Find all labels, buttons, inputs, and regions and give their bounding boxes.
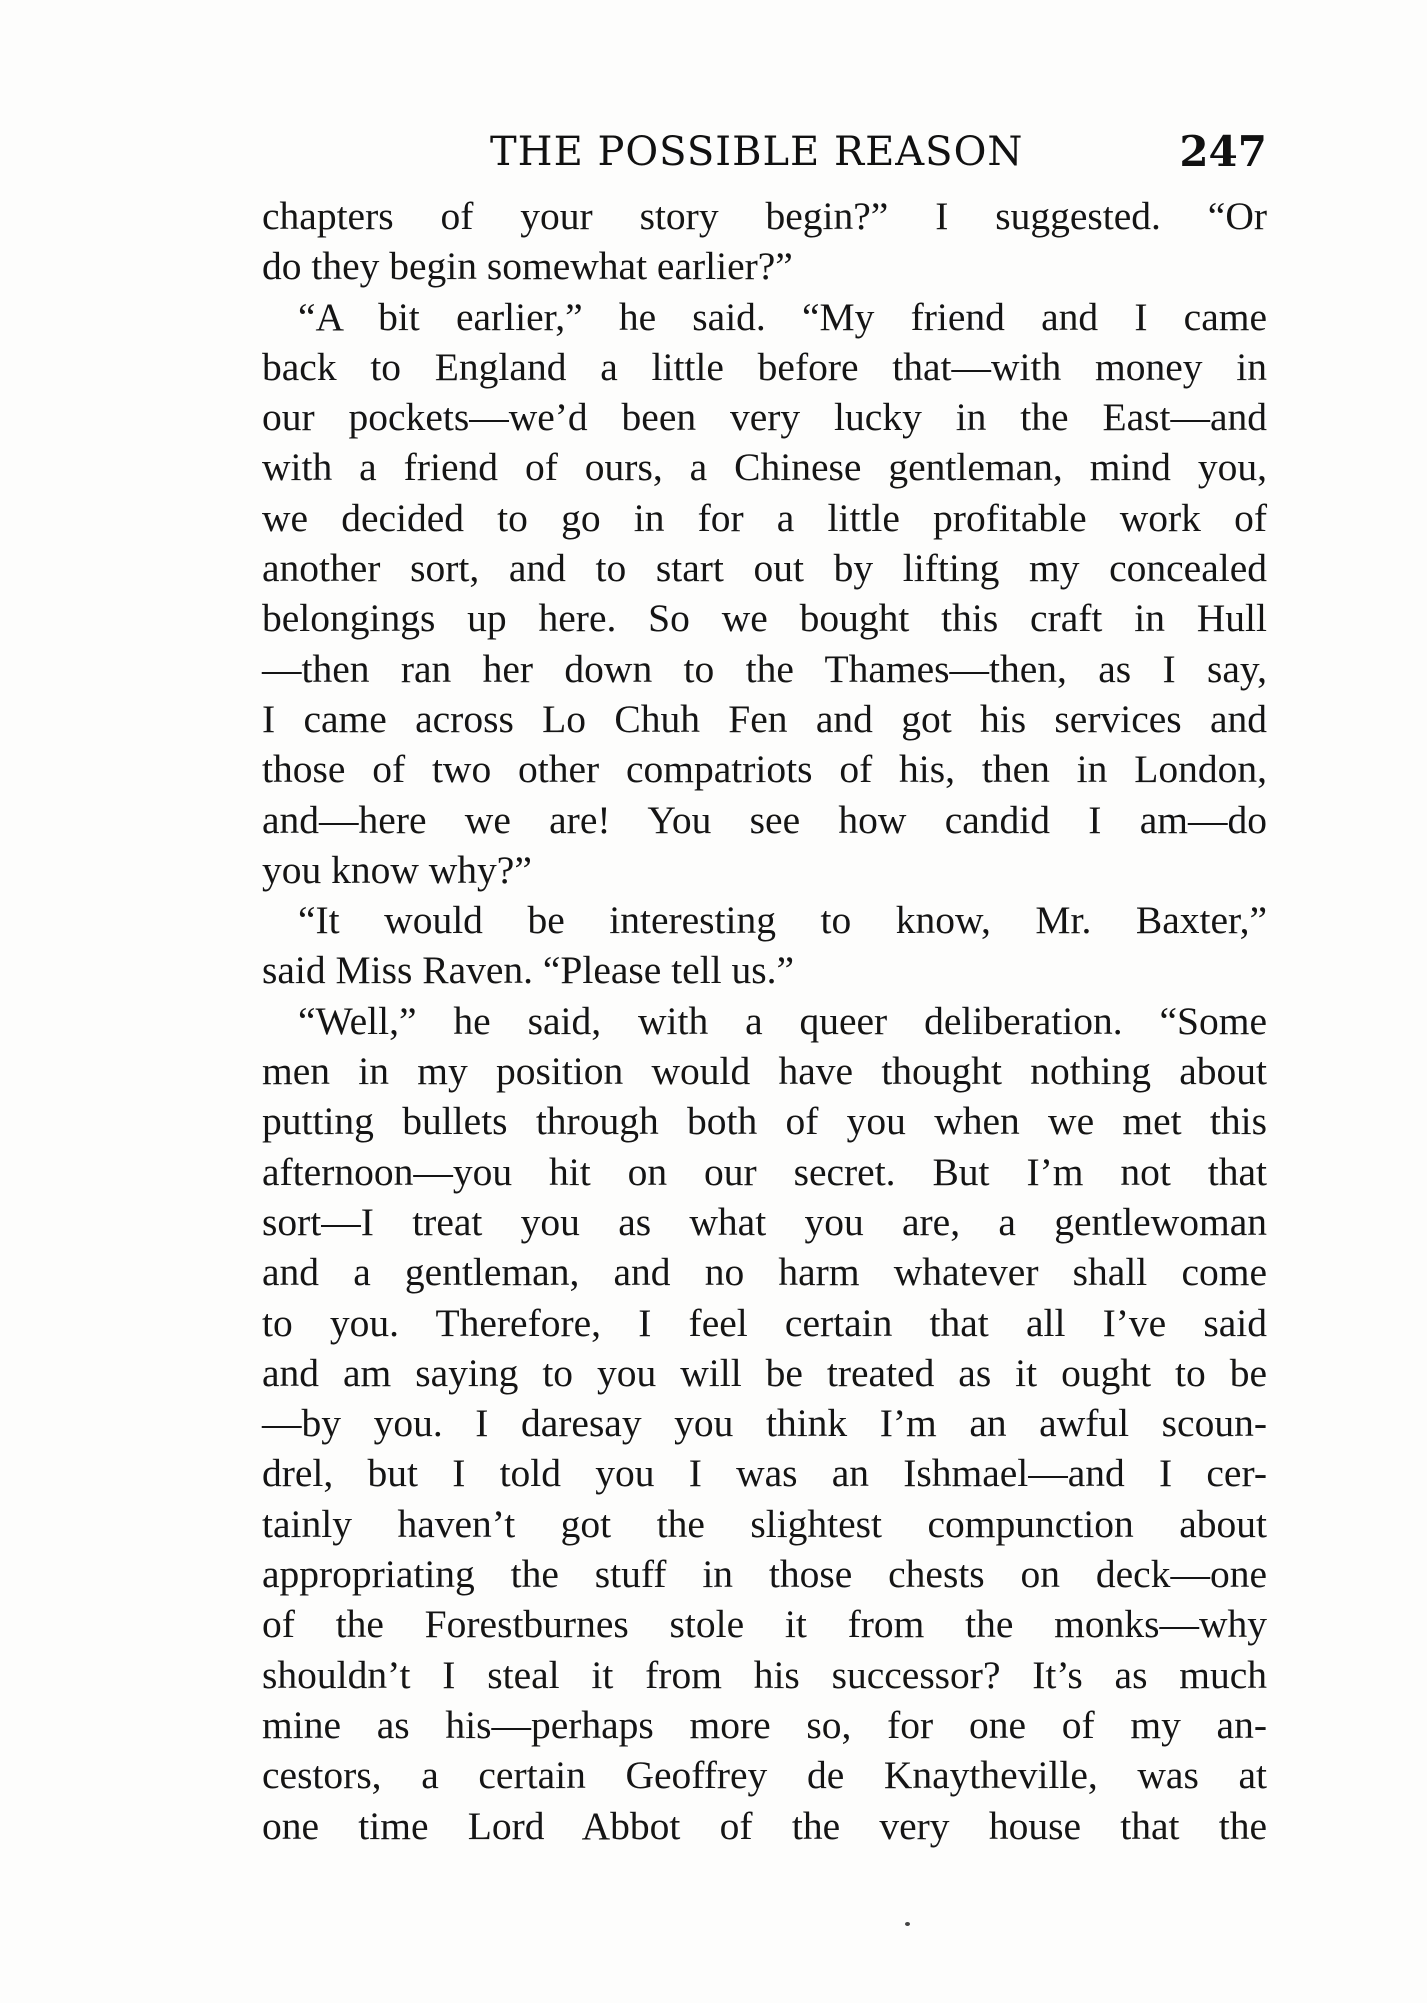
text-line: of the Forestburnes stole it from the monks—why <box>262 1602 1267 1647</box>
text-line: sort—I treat you as what you are, a gentlewoman <box>262 1199 1267 1244</box>
text-line: back to England a little before that—with money in <box>262 344 1267 389</box>
text-line: —then ran her down to the Thames—then, as I say, <box>262 646 1267 691</box>
page-number: 247 <box>1179 127 1267 176</box>
text-line: appropriating the stuff in those chests on deck—one <box>262 1552 1267 1597</box>
text-line: “Well,” he said, with a queer deliberation. “Some <box>298 998 1267 1043</box>
running-head <box>262 122 1267 182</box>
text-line: said Miss Raven. “Please tell us.” <box>262 948 795 993</box>
text-line: with a friend of ours, a Chinese gentleman, mind you, <box>262 445 1267 490</box>
text-line: putting bullets through both of you when we met this <box>262 1099 1267 1144</box>
text-line: belongings up here. So we bought this craft in Hull <box>262 596 1267 641</box>
ink-speck <box>905 1922 910 1926</box>
running-title: THE POSSIBLE REASON <box>490 129 1024 175</box>
text-line: “It would be interesting to know, Mr. Baxter,” <box>298 898 1267 943</box>
text-line: men in my position would have thought nothing about <box>262 1049 1267 1094</box>
text-line: afternoon—you hit on our secret. But I’m not that <box>262 1149 1267 1194</box>
text-line: chapters of your story begin?” I suggested. “Or <box>262 194 1267 238</box>
text-line: “A bit earlier,” he said. “My friend and I came <box>298 294 1267 339</box>
text-line: we decided to go in for a little profitable work of <box>262 495 1267 540</box>
text-line: shouldn’t I steal it from his successor? It’s as much <box>262 1652 1267 1697</box>
text-line: to you. Therefore, I feel certain that all I’ve said <box>262 1300 1267 1345</box>
text-line: do they begin somewhat earlier?” <box>262 244 793 289</box>
text-line: and a gentleman, and no harm whatever shall come <box>262 1250 1267 1295</box>
text-line: mine as his—perhaps more so, for one of my an- <box>262 1702 1267 1747</box>
text-line: one time Lord Abbot of the very house that the <box>262 1803 1267 1848</box>
text-line: and am saying to you will be treated as it ought to be <box>262 1350 1267 1395</box>
text-line: and—here we are! You see how candid I am—do <box>262 797 1267 842</box>
text-line: I came across Lo Chuh Fen and got his services and <box>262 696 1267 741</box>
text-line: tainly haven’t got the slightest compunction about <box>262 1501 1267 1546</box>
text-line: drel, but I told you I was an Ishmael—and I cer- <box>262 1451 1267 1496</box>
text-line: another sort, and to start out by lifting my concealed <box>262 546 1267 591</box>
body-text <box>262 191 1267 1851</box>
text-line: our pockets—we’d been very lucky in the East—and <box>262 395 1267 440</box>
text-line: those of two other compatriots of his, then in London, <box>262 747 1267 792</box>
text-line: —by you. I daresay you think I’m an awful scoun- <box>262 1401 1267 1446</box>
text-line: cestors, a certain Geoffrey de Knaytheville, was at <box>262 1753 1267 1798</box>
text-line: you know why?” <box>262 847 532 892</box>
